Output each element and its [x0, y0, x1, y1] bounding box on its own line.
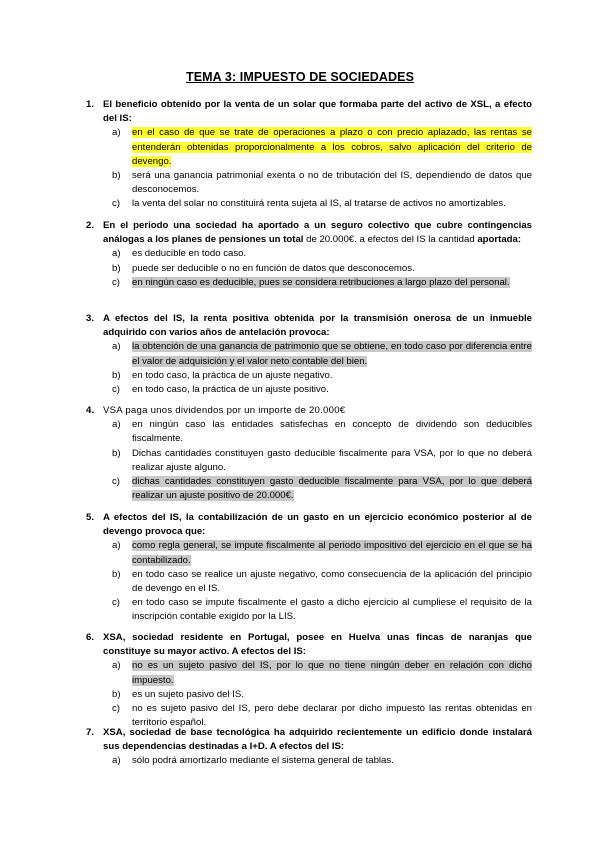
question-header — [86, 404, 532, 418]
option-text-highlighted: la obtención de una ganancia de patrimonio que se obtiene, en todo caso por diferencia entre el valor de adquisición y el valor neto contable del bien. — [132, 341, 532, 367]
option-b — [112, 568, 532, 596]
question-text-plain: de 20.000€. a efectos del IS la cantidad — [303, 234, 478, 246]
question-text: VSA paga unos dividendos por un importe de 20.000€ — [103, 405, 346, 416]
option-text-highlighted: como regla general, se impute fiscalmente al periodo impositivo del ejercicio en el que se ha contabilizado. — [132, 540, 532, 566]
option-c — [112, 383, 532, 397]
option-c — [112, 596, 532, 624]
option-letter: b) — [112, 262, 121, 274]
question-text: En el periodo una sociedad ha aportado a un seguro colectivo que cubre contingencias análogas a los planes de pensiones un total — [103, 220, 532, 246]
option-letter: c) — [112, 198, 120, 210]
question-2 — [86, 219, 532, 290]
option-a — [112, 539, 532, 567]
question-number: 3. — [86, 313, 95, 324]
option-letter: a) — [112, 341, 121, 353]
option-text: en todo caso, la práctica de un ajuste positivo. — [132, 384, 329, 396]
option-a — [112, 126, 532, 169]
option-letter: b) — [112, 369, 121, 381]
option-text: en todo caso se realice un ajuste negativo, como consecuencia de la aplicación del principio de devengo en el IS. — [132, 568, 532, 595]
option-letter: a) — [112, 248, 121, 260]
option-letter: b) — [112, 170, 121, 182]
option-text-highlighted: dichas cantidades constituyen gasto deducible fiscalmente para VSA, por lo que deberá realizar un ajuste positivo de 20.000€. — [132, 476, 532, 502]
question-header — [86, 98, 532, 126]
option-text: no es sujeto pasivo del IS, pero debe declarar por dicho impuesto las rentas obtenidas en territorio español. — [132, 703, 532, 729]
question-header — [86, 511, 532, 539]
option-letter: a) — [112, 540, 121, 552]
option-text: es deducible en todo caso. — [132, 248, 247, 260]
option-text-highlighted: no es un sujeto pasivo del IS, por lo que no tiene ningún deber en relación con dicho impuesto. — [132, 660, 532, 686]
option-c — [112, 276, 532, 290]
question-text: XSA, sociedad de base tecnológica ha adquirido recientemente un edificio donde instalará sus dependencias destinadas a I+D. A efectos del IS: — [103, 727, 532, 753]
option-text: puede ser deducible o no en función de datos que desconocemos. — [132, 262, 415, 274]
option-b — [112, 169, 532, 197]
question-3 — [86, 312, 532, 397]
option-a — [112, 659, 532, 687]
question-header — [86, 631, 532, 659]
option-letter: a) — [112, 755, 121, 767]
question-text: El beneficio obtenido por la venta de un solar que formaba parte del activo de XSL, a efecto del IS: — [103, 99, 532, 125]
option-letter: c) — [112, 476, 120, 488]
question-number: 4. — [86, 405, 95, 416]
option-letter: a) — [112, 660, 121, 672]
option-letter: a) — [112, 127, 121, 139]
question-number: 7. — [86, 727, 95, 738]
option-text: Dichas cantidades constituyen gasto deducible fiscalmente para VSA, por lo que no deberá realizar ajuste alguno. — [132, 447, 532, 473]
option-text: en todo caso se impute fiscalmente el gasto a dicho ejercicio al cumpliese el requisito de la inscripción contable exigido por la LIS. — [132, 597, 532, 623]
option-a — [112, 247, 532, 261]
page-title: TEMA 3: IMPUESTO DE SOCIEDADES — [185, 70, 415, 84]
option-text: la venta del solar no constituirá renta sujeta al IS, al tratarse de activos no amortizables. — [132, 198, 506, 210]
question-text: A efectos del IS, la renta positiva obtenida por la transmisión onerosa de un inmueble adquirido con varios años de antelación provoca: — [103, 313, 532, 339]
question-6 — [86, 631, 532, 730]
question-header — [86, 726, 532, 754]
question-header — [86, 312, 532, 340]
option-letter: c) — [112, 276, 120, 288]
option-letter: b) — [112, 447, 121, 459]
question-1 — [86, 98, 532, 212]
question-5 — [86, 511, 532, 625]
question-4 — [86, 404, 532, 503]
question-header — [86, 219, 532, 247]
option-b — [112, 447, 532, 475]
option-letter: b) — [112, 688, 121, 700]
option-b — [112, 369, 532, 383]
option-letter: c) — [112, 597, 120, 609]
option-text: en ningún caso las entidades satisfechas en concepto de dividendo son deducibles fiscalmente. — [132, 419, 532, 445]
option-a — [112, 340, 532, 368]
option-text: sólo podrá amortizarlo mediante el sistema general de tablas. — [132, 755, 394, 767]
option-text: será una ganancia patrimonial exenta o no de tributación del IS, dependiendo de datos que desconocemos. — [132, 170, 532, 196]
question-number: 6. — [86, 632, 95, 643]
question-text: XSA, sociedad residente en Portugal, posee en Huelva unas fincas de naranjas que constituye su mayor activo. A efectos del IS: — [103, 632, 532, 658]
option-text: es un sujeto pasivo del IS. — [132, 688, 244, 700]
option-text: en todo caso, la práctica de un ajuste negativo. — [132, 369, 333, 381]
option-text-highlighted: en el caso de que se trate de operaciones a plazo o con precio aplazado, las rentas se entenderán obtenidas proporcionalmente a los cobros, salvo aplicación del criterio de devengo. — [132, 127, 532, 167]
option-letter: c) — [112, 703, 120, 715]
option-c — [112, 197, 532, 211]
option-letter: c) — [112, 384, 120, 396]
question-number: 5. — [86, 512, 95, 523]
question-7 — [86, 726, 532, 769]
option-text-highlighted: en ningún caso es deducible, pues se considera retribuciones a largo plazo del personal. — [132, 276, 510, 288]
option-letter: a) — [112, 419, 121, 431]
question-text: A efectos del IS, la contabilización de un gasto en un ejercicio económico posterior al de devengo provoca que: — [103, 512, 532, 538]
option-letter: b) — [112, 568, 121, 580]
question-text-end: aportada: — [477, 234, 522, 246]
option-b — [112, 262, 532, 276]
question-number: 1. — [86, 99, 95, 110]
option-a — [112, 418, 532, 446]
option-b — [112, 688, 532, 702]
question-number: 2. — [86, 220, 95, 231]
option-a — [112, 754, 532, 768]
option-c — [112, 475, 532, 503]
